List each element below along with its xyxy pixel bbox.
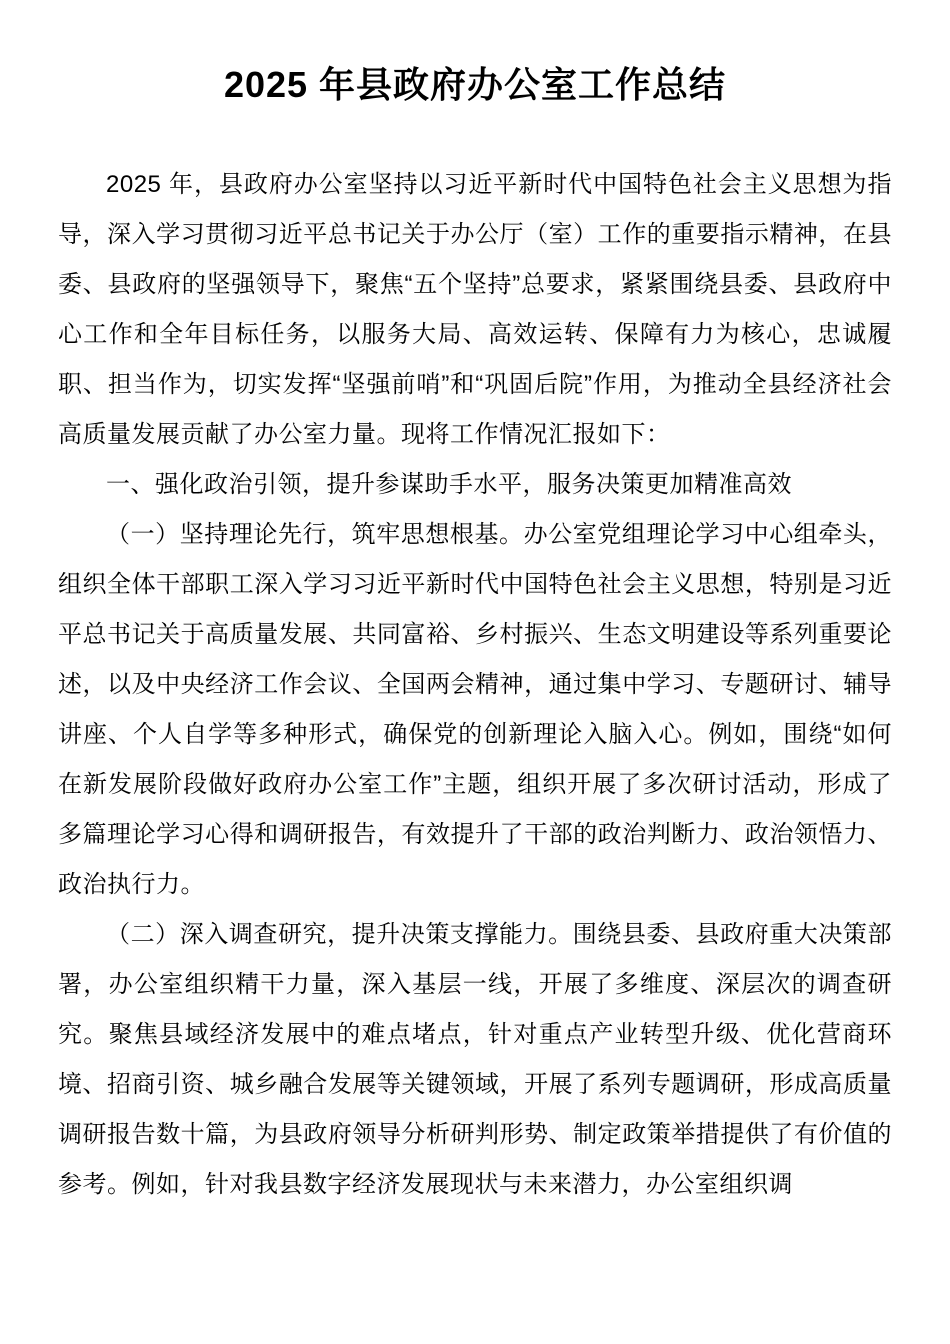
paragraph-intro: 2025 年，县政府办公室坚持以习近平新时代中国特色社会主义思想为指导，深入学习贯彻习近平总书记关于办公厅（室）工作的重要指示精神，在县委、县政府的坚强领导下，聚焦“五个坚持”总要求，紧紧围绕县委、县政府中心工作和全年目标任务，以服务大局、高效运转、保障有力为核心，忠诚履职、担当作为，切实发挥“坚强前哨”和“巩固后院”作用，为推动全县经济社会高质量发展贡献了办公室力量。现将工作情况汇报如下： (58, 171, 892, 448)
paragraph-subsection-2: （二）深入调查研究，提升决策支撑能力。围绕县委、县政府重大决策部署，办公室组织精干力量，深入基层一线，开展了多维度、深层次的调查研究。聚焦县域经济发展中的难点堵点，针对重点产业转型升级、优化营商环境、招商引资、城乡融合发展等关键领域，开展了系列专题调研，形成高质量调研报告数十篇，为县政府领导分析研判形势、制定政策举措提供了有价值的参考。例如，针对我县数字经济发展现状与未来潜力，办公室组织调 (58, 921, 892, 1198)
section-heading-1: 一、强化政治引领，提升参谋助手水平，服务决策更加精准高效 (106, 471, 792, 498)
document-body (0, 160, 950, 1210)
paragraph-subsection-1: （一）坚持理论先行，筑牢思想根基。办公室党组理论学习中心组牵头，组织全体干部职工深入学习习近平新时代中国特色社会主义思想，特别是习近平总书记关于高质量发展、共同富裕、乡村振兴、生态文明建设等系列重要论述，以及中央经济工作会议、全国两会精神，通过集中学习、专题研讨、辅导讲座、个人自学等多种形式，确保党的创新理论入脑入心。例如，围绕“如何在新发展阶段做好政府办公室工作”主题，组织开展了多次研讨活动，形成了多篇理论学习心得和调研报告，有效提升了干部的政治判断力、政治领悟力、政治执行力。 (58, 521, 892, 898)
document-title: 2025 年县政府办公室工作总结 (223, 64, 727, 105)
